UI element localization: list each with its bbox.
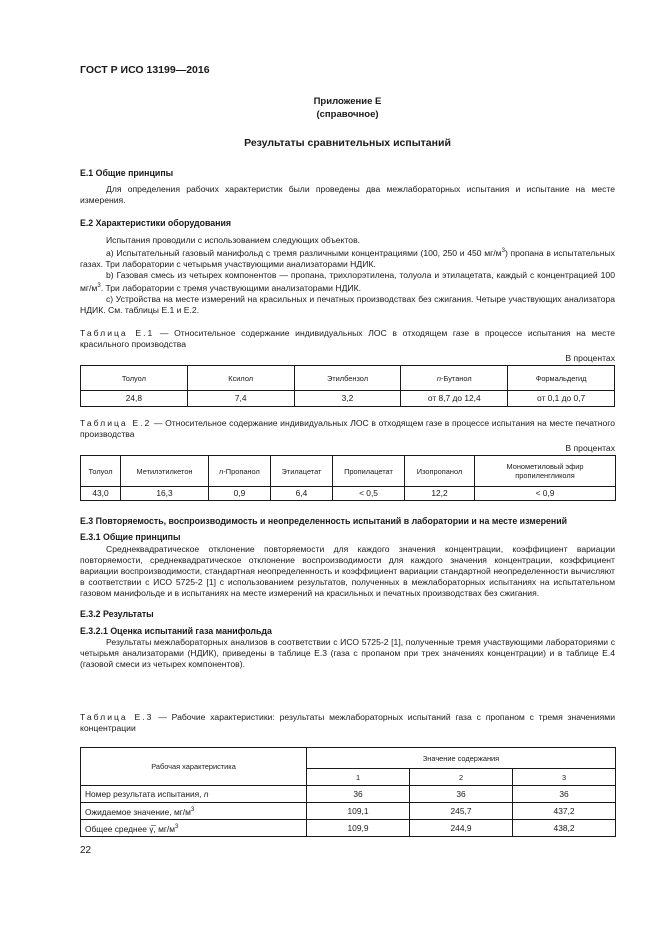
appendix-type: (справочное) xyxy=(316,109,379,120)
table2-cell: 0,9 xyxy=(209,487,271,501)
table1 xyxy=(80,365,615,407)
table2-header: Метилэтилкетон xyxy=(121,456,209,487)
table3-row-label: Ожидаемое значение, $мг/м^3$ xyxy=(81,803,307,820)
table3 xyxy=(80,747,616,837)
table2-header: Монометиловый эфир пропиленгликоля xyxy=(475,456,616,487)
table3-header-row xyxy=(81,748,616,769)
e2-item-a: а) Испытательный газовый манифольд с тремя различными концентрациями (100, 250 и 450 $мг/м^3$) пропана в испытательных газах. Три лаборатории с четырьмя участвующими анализаторами НДИК. xyxy=(80,247,615,269)
table1-caption: Таблица Е.1 — Относительное содержание индивидуальных ЛОС в отходящем газе в процессе испытания на месте красильного производства xyxy=(80,328,615,349)
table2-block xyxy=(80,418,615,501)
table3-cell: 109,9 xyxy=(307,820,410,837)
standard-header: ГОСТ Р ИСО 13199—2016 xyxy=(80,64,210,76)
e2-item-b: b) Газовая смесь из четырех компонентов — пропана, трихлорэтилена, толуола и этилацетата, каждый с концентрацией 100 $мг/м^3$. Три лаборатории с тремя участвующими анализаторами НДИК. xyxy=(80,269,615,293)
table-row xyxy=(81,786,616,803)
appendix-title xyxy=(80,95,615,121)
e3-heading: Е.3 Повторяемость, воспроизводимость и неопределенность испытаний в лаборатории и на месте измерений xyxy=(80,516,568,526)
table3-cell: 244,9 xyxy=(410,820,513,837)
table3-caption: Таблица Е.3 — Рабочие характеристики: результаты межлабораторных испытаний газа с пропаном с тремя значениями концентрации xyxy=(80,712,615,733)
e31-heading: Е.3.1 Общие принципы xyxy=(80,532,181,542)
table2-unit: В процентах xyxy=(565,443,615,453)
table3-cell: 36 xyxy=(307,786,410,803)
table3-cell: 245,7 xyxy=(410,803,513,820)
table3-row-label: Общее среднее γ̅, $мг/м^3$ xyxy=(81,820,307,837)
e1-text: Для определения рабочих характеристик были проведены два межлабораторных испытания и испытание на месте измерения. xyxy=(80,184,615,205)
table1-header: n-Бутанол xyxy=(401,366,508,391)
table1-header: Этилбензол xyxy=(294,366,401,391)
e2-heading: Е.2 Характеристики оборудования xyxy=(80,218,232,228)
table2-cell: < 0,9 xyxy=(475,487,616,501)
table2-header: Пропилацетат xyxy=(333,456,405,487)
table1-header-row xyxy=(81,366,615,391)
e321-heading: Е.3.2.1 Оценка испытаний газа манифольда xyxy=(80,626,272,636)
table2-header: Толуол xyxy=(81,456,121,487)
e2-item-c: с) Устройства на месте измерений на красильных и печатных производствах без сжигания. Четыре участвующих анализатора НДИК. См. таблицы Е.1 и Е.2. xyxy=(80,293,615,315)
table3-group-header: Значение содержания xyxy=(307,748,616,769)
section-title: Результаты сравнительных испытаний xyxy=(244,137,451,149)
table3-subheader: 2 xyxy=(410,769,513,786)
table2-cell: < 0,5 xyxy=(333,487,405,501)
table2-caption: Таблица Е.2 — Относительное содержание индивидуальных ЛОС в отходящем газе в процессе испытания на месте печатного производства xyxy=(80,418,615,439)
table1-header: Ксилол xyxy=(187,366,294,391)
section-e1 xyxy=(80,168,615,206)
e32-heading: Е.3.2 Результаты xyxy=(80,609,154,619)
appendix-label: Приложение Е xyxy=(313,96,382,107)
e2-intro: Испытания проводили с использованием следующих объектов. xyxy=(106,235,361,245)
table3-block xyxy=(80,712,615,837)
table-row xyxy=(81,820,616,837)
table1-cell: 24,8 xyxy=(81,391,188,407)
table2-header: Изопропанол xyxy=(405,456,475,487)
table1-block xyxy=(80,328,615,407)
section-e2 xyxy=(80,218,615,316)
table2-cell: 12,2 xyxy=(405,487,475,501)
table-row xyxy=(81,803,616,820)
table2-header: n-Пропанол xyxy=(209,456,271,487)
table2-cell: 43,0 xyxy=(81,487,121,501)
table3-cell: 36 xyxy=(410,786,513,803)
e321-text: Результаты межлабораторных анализов в соответствии с ИСО 5725-2 [1], полученные тремя участвующими лабораториями с четырьмя анализаторами (НДИК), приведены в таблице Е.3 (газа с пропаном при трех значениях концентрации) и в таблице Е.4 (газовой смеси из четырех компонентов). xyxy=(80,637,615,669)
table3-cell: 36 xyxy=(513,786,616,803)
section-e3 xyxy=(80,516,615,670)
table3-subheader: 3 xyxy=(513,769,616,786)
table2-row xyxy=(81,487,616,501)
table2-header-row xyxy=(81,456,616,487)
table1-cell: 3,2 xyxy=(294,391,401,407)
table1-header: Формальдегид xyxy=(508,366,615,391)
table3-row-label: Номер результата испытания, n xyxy=(81,786,307,803)
page-number: 22 xyxy=(80,845,92,856)
e1-heading: Е.1 Общие принципы xyxy=(80,168,174,178)
table1-header: Толуол xyxy=(81,366,188,391)
table2-cell: 6,4 xyxy=(271,487,333,501)
table2-header: Этилацетат xyxy=(271,456,333,487)
table3-cell: 438,2 xyxy=(513,820,616,837)
table3-cell: 437,2 xyxy=(513,803,616,820)
table1-cell: 7,4 xyxy=(187,391,294,407)
table2 xyxy=(80,455,616,501)
table1-cell: от 8,7 до 12,4 xyxy=(401,391,508,407)
table1-unit: В процентах xyxy=(565,353,615,363)
table1-row xyxy=(81,391,615,407)
table1-cell: от 0,1 до 0,7 xyxy=(508,391,615,407)
table3-col-header: Рабочая характеристика xyxy=(81,748,307,786)
e31-text: Среднеквадратическое отклонение повторяемости для каждого значения концентрации, коэффициент вариации повторяемости, среднеквадратическое отклонение воспроизводимости для каждого значения концентрации, коэффициент вариации воспроизводимости, стандартная неопределенность и коэффициент вариации стандартной неопределенности вычисляют в соответствии с ИСО 5725-2 [1] с использованием результатов, полученных в межлабораторных испытаниях на испытательном газовом манифольде и в испытаниях на месте измерений на красильных и печатных производствах без сжигания. xyxy=(80,544,615,598)
table3-subheader: 1 xyxy=(307,769,410,786)
table3-cell: 109,1 xyxy=(307,803,410,820)
table2-cell: 16,3 xyxy=(121,487,209,501)
